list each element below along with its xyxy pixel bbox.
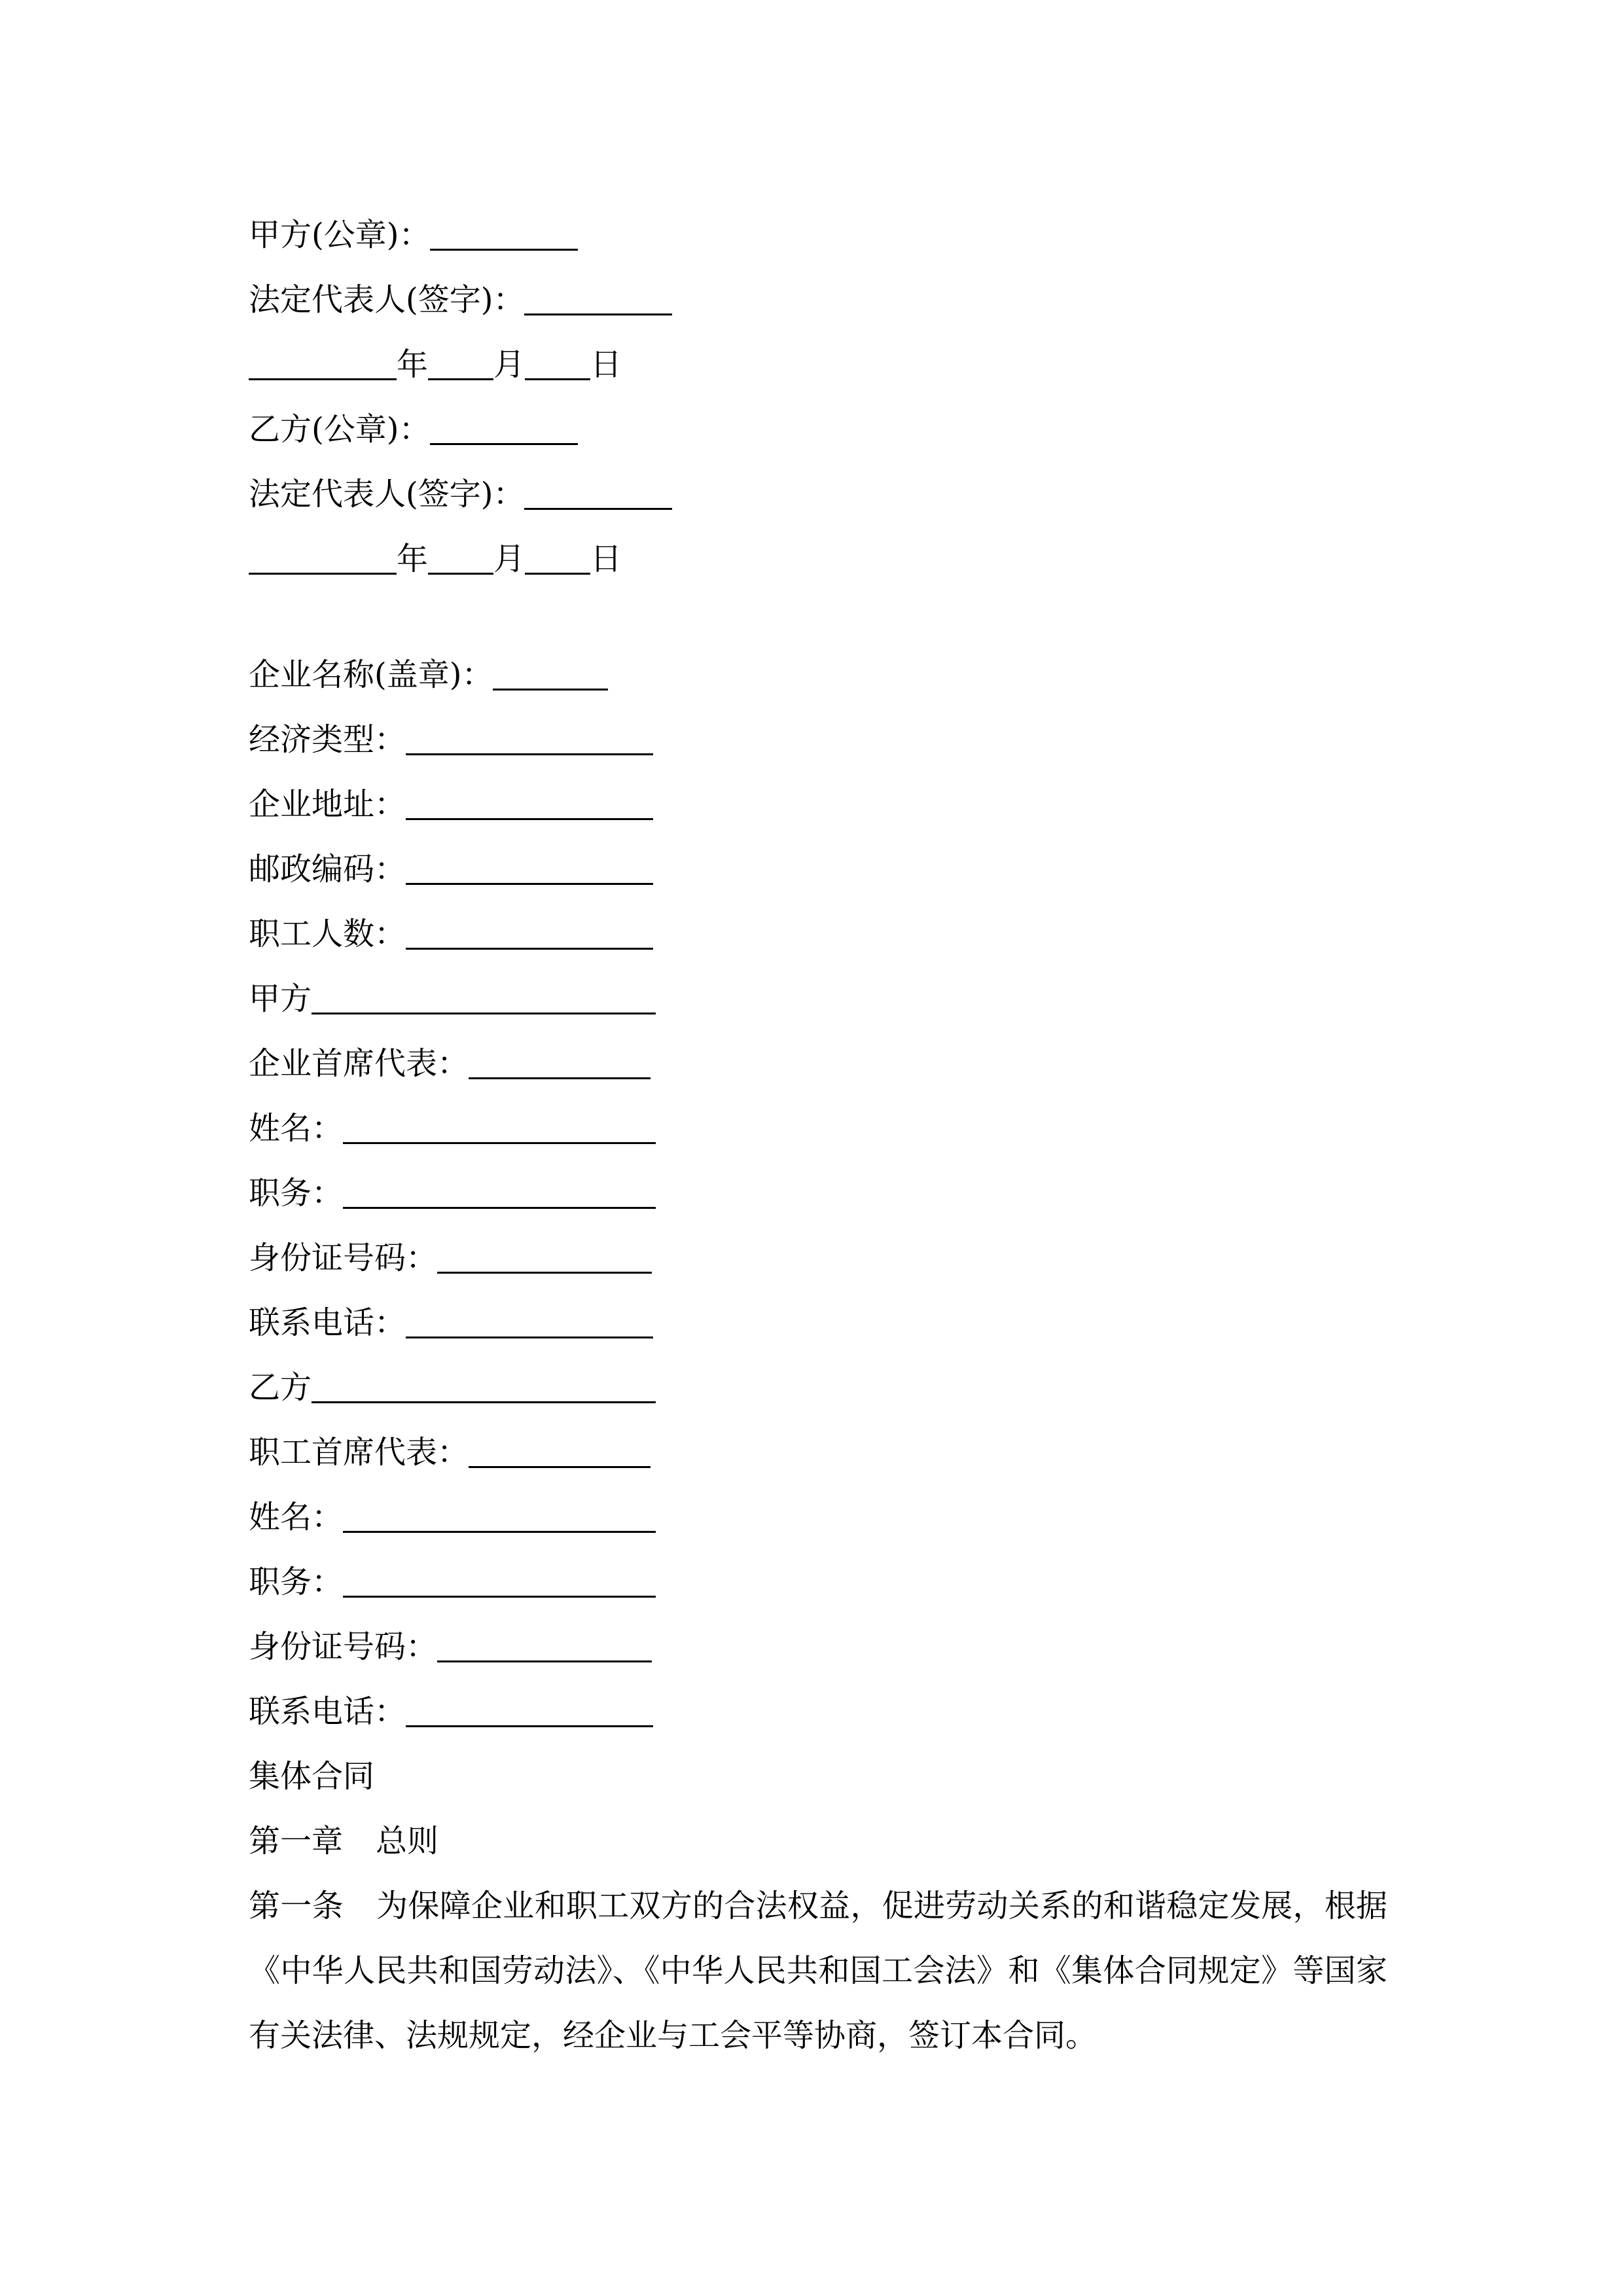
year-label: 年 (397, 541, 429, 577)
year-blank[interactable] (249, 532, 397, 575)
party-b-position-line (249, 1550, 1387, 1615)
month-label: 月 (493, 541, 526, 577)
postcode-label: 邮政编码： (249, 851, 406, 888)
enterprise-name-label: 企业名称(盖章)： (249, 656, 493, 693)
address-label: 企业地址： (249, 786, 406, 823)
party-b-name-label: 姓名： (249, 1499, 344, 1535)
party-a-name-blank[interactable] (343, 1102, 656, 1144)
party-b-rep-label: 法定代表人(签字)： (249, 476, 525, 512)
month-blank[interactable] (428, 338, 493, 380)
staff-count-blank[interactable] (406, 907, 653, 950)
party-b-phone-line (249, 1679, 1387, 1744)
party-a-blank[interactable] (312, 972, 656, 1014)
party-b-id-blank[interactable] (437, 1620, 652, 1662)
day-label: 日 (590, 346, 622, 383)
contract-title: 集体合同 (249, 1758, 375, 1795)
party-a-position-label: 职务： (249, 1175, 344, 1211)
postcode-blank[interactable] (406, 842, 653, 885)
party-b-rep-blank[interactable] (524, 467, 672, 510)
address-line (249, 772, 1387, 837)
staff-count-line (249, 902, 1387, 967)
party-b-phone-label: 联系电话： (249, 1693, 406, 1730)
postcode-line (249, 837, 1387, 902)
enterprise-name-line (249, 643, 1387, 708)
month-blank[interactable] (428, 532, 493, 575)
econ-type-line (249, 708, 1387, 772)
staff-count-label: 职工人数： (249, 916, 406, 952)
party-a-id-line (249, 1226, 1387, 1291)
party-b-blank[interactable] (312, 1361, 656, 1403)
econ-type-blank[interactable] (406, 713, 653, 755)
article-number: 第一条 (249, 1888, 344, 1924)
party-a-phone-blank[interactable] (406, 1296, 653, 1338)
party-b-phone-blank[interactable] (406, 1685, 653, 1727)
party-a-name-label: 姓名： (249, 1110, 344, 1147)
party-b-position-label: 职务： (249, 1564, 344, 1600)
party-b-id-label: 身份证号码： (249, 1628, 438, 1665)
party-a-seal-blank[interactable] (430, 208, 578, 251)
party-b-label: 乙方 (249, 1369, 312, 1406)
chapter-heading (249, 1809, 1387, 1874)
econ-type-label: 经济类型： (249, 721, 406, 758)
party-b-rep-title-line (249, 1420, 1387, 1485)
document-content (249, 203, 1387, 2068)
party-a-label: 甲方 (249, 980, 312, 1017)
party-b-name-line (249, 1485, 1387, 1550)
party-b-position-blank[interactable] (343, 1555, 656, 1598)
party-a-seal-line (249, 203, 1387, 268)
party-a-name-line (249, 1096, 1387, 1161)
party-a-position-line (249, 1161, 1387, 1226)
party-a-id-label: 身份证号码： (249, 1240, 438, 1276)
party-b-seal-blank[interactable] (430, 403, 578, 445)
party-a-chief-rep-label: 企业首席代表： (249, 1045, 469, 1082)
day-blank[interactable] (525, 532, 590, 575)
party-b-seal-line (249, 397, 1387, 462)
article-text: 为保障企业和职工双方的合法权益，促进劳动关系的和谐稳定发展，根据《中华人民共和国劳动法》、《中华人民共和国工会法》和《集体合同规定》等国家有关法律、法规规定，经企业与工会平等协商，签订本合同。 (249, 1888, 1387, 2054)
section-gap (249, 592, 1387, 643)
party-a-line (249, 967, 1387, 1031)
party-b-chief-rep-label: 职工首席代表： (249, 1434, 469, 1471)
article-1-paragraph (249, 1874, 1387, 2068)
party-b-seal-label: 乙方(公章)： (249, 411, 431, 448)
party-a-id-blank[interactable] (437, 1231, 652, 1274)
month-label: 月 (493, 346, 526, 383)
chapter-title: 总则 (376, 1823, 439, 1859)
party-a-phone-label: 联系电话： (249, 1304, 406, 1341)
party-a-rep-blank[interactable] (524, 273, 672, 315)
year-label: 年 (397, 346, 429, 383)
party-b-line (249, 1355, 1387, 1420)
address-blank[interactable] (406, 778, 653, 820)
party-a-chief-rep-blank[interactable] (469, 1037, 651, 1079)
party-a-date-line (249, 332, 1387, 397)
party-a-position-blank[interactable] (343, 1166, 656, 1209)
party-b-date-line (249, 527, 1387, 592)
party-b-id-line (249, 1615, 1387, 1679)
day-label: 日 (590, 541, 622, 577)
party-a-rep-line (249, 268, 1387, 332)
chapter-number: 第一章 (249, 1823, 344, 1859)
party-a-phone-line (249, 1291, 1387, 1355)
party-b-chief-rep-blank[interactable] (469, 1426, 651, 1468)
party-a-rep-title-line (249, 1031, 1387, 1096)
party-b-rep-line (249, 462, 1387, 527)
year-blank[interactable] (249, 338, 397, 380)
enterprise-name-blank[interactable] (493, 648, 608, 691)
day-blank[interactable] (525, 338, 590, 380)
party-a-seal-label: 甲方(公章)： (249, 217, 431, 253)
party-a-rep-label: 法定代表人(签字)： (249, 281, 525, 318)
party-b-name-blank[interactable] (343, 1490, 656, 1533)
